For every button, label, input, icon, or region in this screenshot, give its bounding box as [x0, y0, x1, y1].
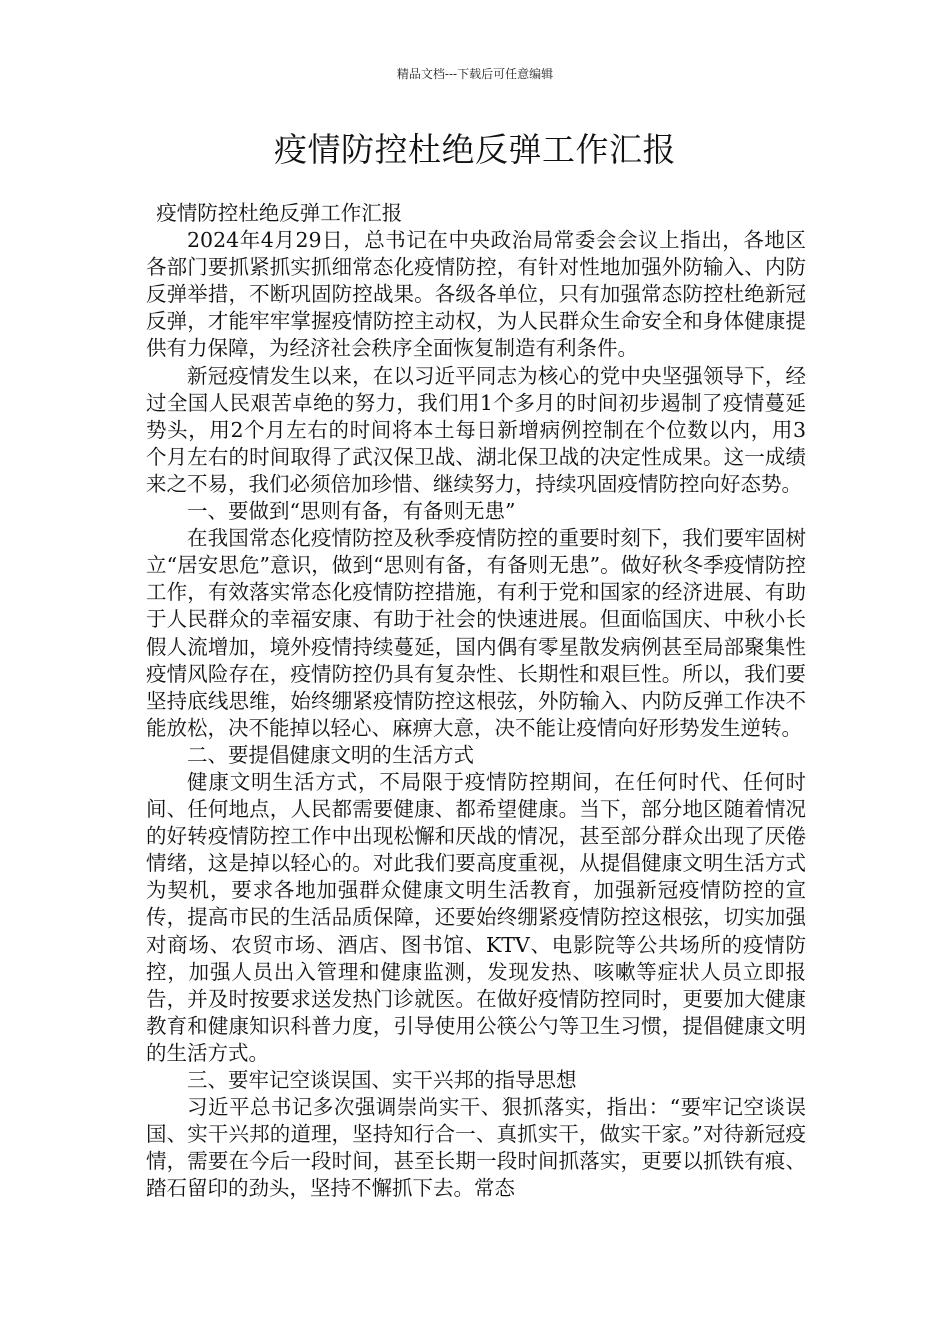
- section-body-1: 在我国常态化疫情防控及秋季疫情防控的重要时刻下，我们要牢固树立“居安思危”意识，做到“思则有备，有备则无患”。做好秋冬季疫情防控工作，有效落实常态化疫情防控措施，有利于党和国家的经济进展、有助于人民群众的幸福安康、有助于社会的快速进展。但面临国庆、中秋小长假人流增加，境外疫情持续蔓延，国内偶有零星散发病例甚至局部聚集性疫情风险存在，疫情防控仍具有复杂性、长期性和艰巨性。所以，我们要坚持底线思维，始终绷紧疫情防控这根弦，外防输入、内防反弹工作决不能放松，决不能掉以轻心、麻痹大意，决不能让疫情向好形势发生逆转。: [146, 526, 806, 740]
- section-heading-2: 二、要提倡健康文明的生活方式: [187, 742, 474, 767]
- paragraph-intro: 2024年4月29日，总书记在中央政治局常委会会议上指出，各地区各部门要抓紧抓实抓细常态化疫情防控，有针对性地加强外防输入、内防反弹举措，不断巩固防控战果。各级各单位，只有加强常态防控杜绝新冠反弹，才能牢牢掌握疫情防控主动权，为人民群众生命安全和身体健康提供有力保障，为经济社会秩序全面恢复制造有利条件。: [146, 228, 806, 361]
- paragraph-background: 新冠疫情发生以来，在以习近平同志为核心的党中央坚强领导下，经过全国人民艰苦卓绝的努力，我们用1个多月的时间初步遏制了疫情蔓延势头，用2个月左右的时间将本土每日新增病例控制在个位数以内，用3个月左右的时间取得了武汉保卫战、湖北保卫战的决定性成果。这一成绩来之不易，我们必须倍加珍惜、继续努力，持续巩固疫情防控向好态势。: [146, 363, 806, 496]
- page-header: 精品文档---下载后可任意编辑: [396, 67, 554, 81]
- section-heading-3: 三、要牢记空谈误国、实干兴邦的指导思想: [187, 1068, 577, 1092]
- document-title: 疫情防控杜绝反弹工作汇报: [274, 130, 676, 169]
- body-subtitle: 疫情防控杜绝反弹工作汇报: [156, 201, 403, 225]
- section-body-3: 习近平总书记多次强调崇尚实干、狠抓落实，指出：“要牢记空谈误国、实干兴邦的道理，坚持知行合一、真抓实干，做实干家。”对待新冠疫情，需要在今后一段时间，甚至长期一段时间抓落实，更要以抓铁有痕、踏石留印的劲头，坚持不懈抓下去。常态: [146, 1095, 806, 1201]
- section-body-2: 健康文明生活方式，不局限于疫情防控期间，在任何时代、任何时间、任何地点，人民都需要健康、都希望健康。当下，部分地区随着情况的好转疫情防控工作中出现松懈和厌战的情况，甚至部分群众出现了厌倦情绪，这是掉以轻心的。对此我们要高度重视，从提倡健康文明生活方式为契机，要求各地加强群众健康文明生活教育，加强新冠疫情防控的宣传，提高市民的生活品质保障，还要始终绷紧疫情防控这根弦，切实加强对商场、农贸市场、酒店、图书馆、KTV、电影院等公共场所的疫情防控，加强人员出入管理和健康监测，发现发热、咳嗽等症状人员立即报告，并及时按要求送发热门诊就医。在做好疫情防控同时，更要加大健康教育和健康知识科普力度，引导使用公筷公勺等卫生习惯，提倡健康文明的生活方式。: [146, 769, 806, 1065]
- document-body: [146, 200, 806, 1202]
- section-heading-1: 一、要做到“思则有备，有备则无患”: [187, 499, 516, 524]
